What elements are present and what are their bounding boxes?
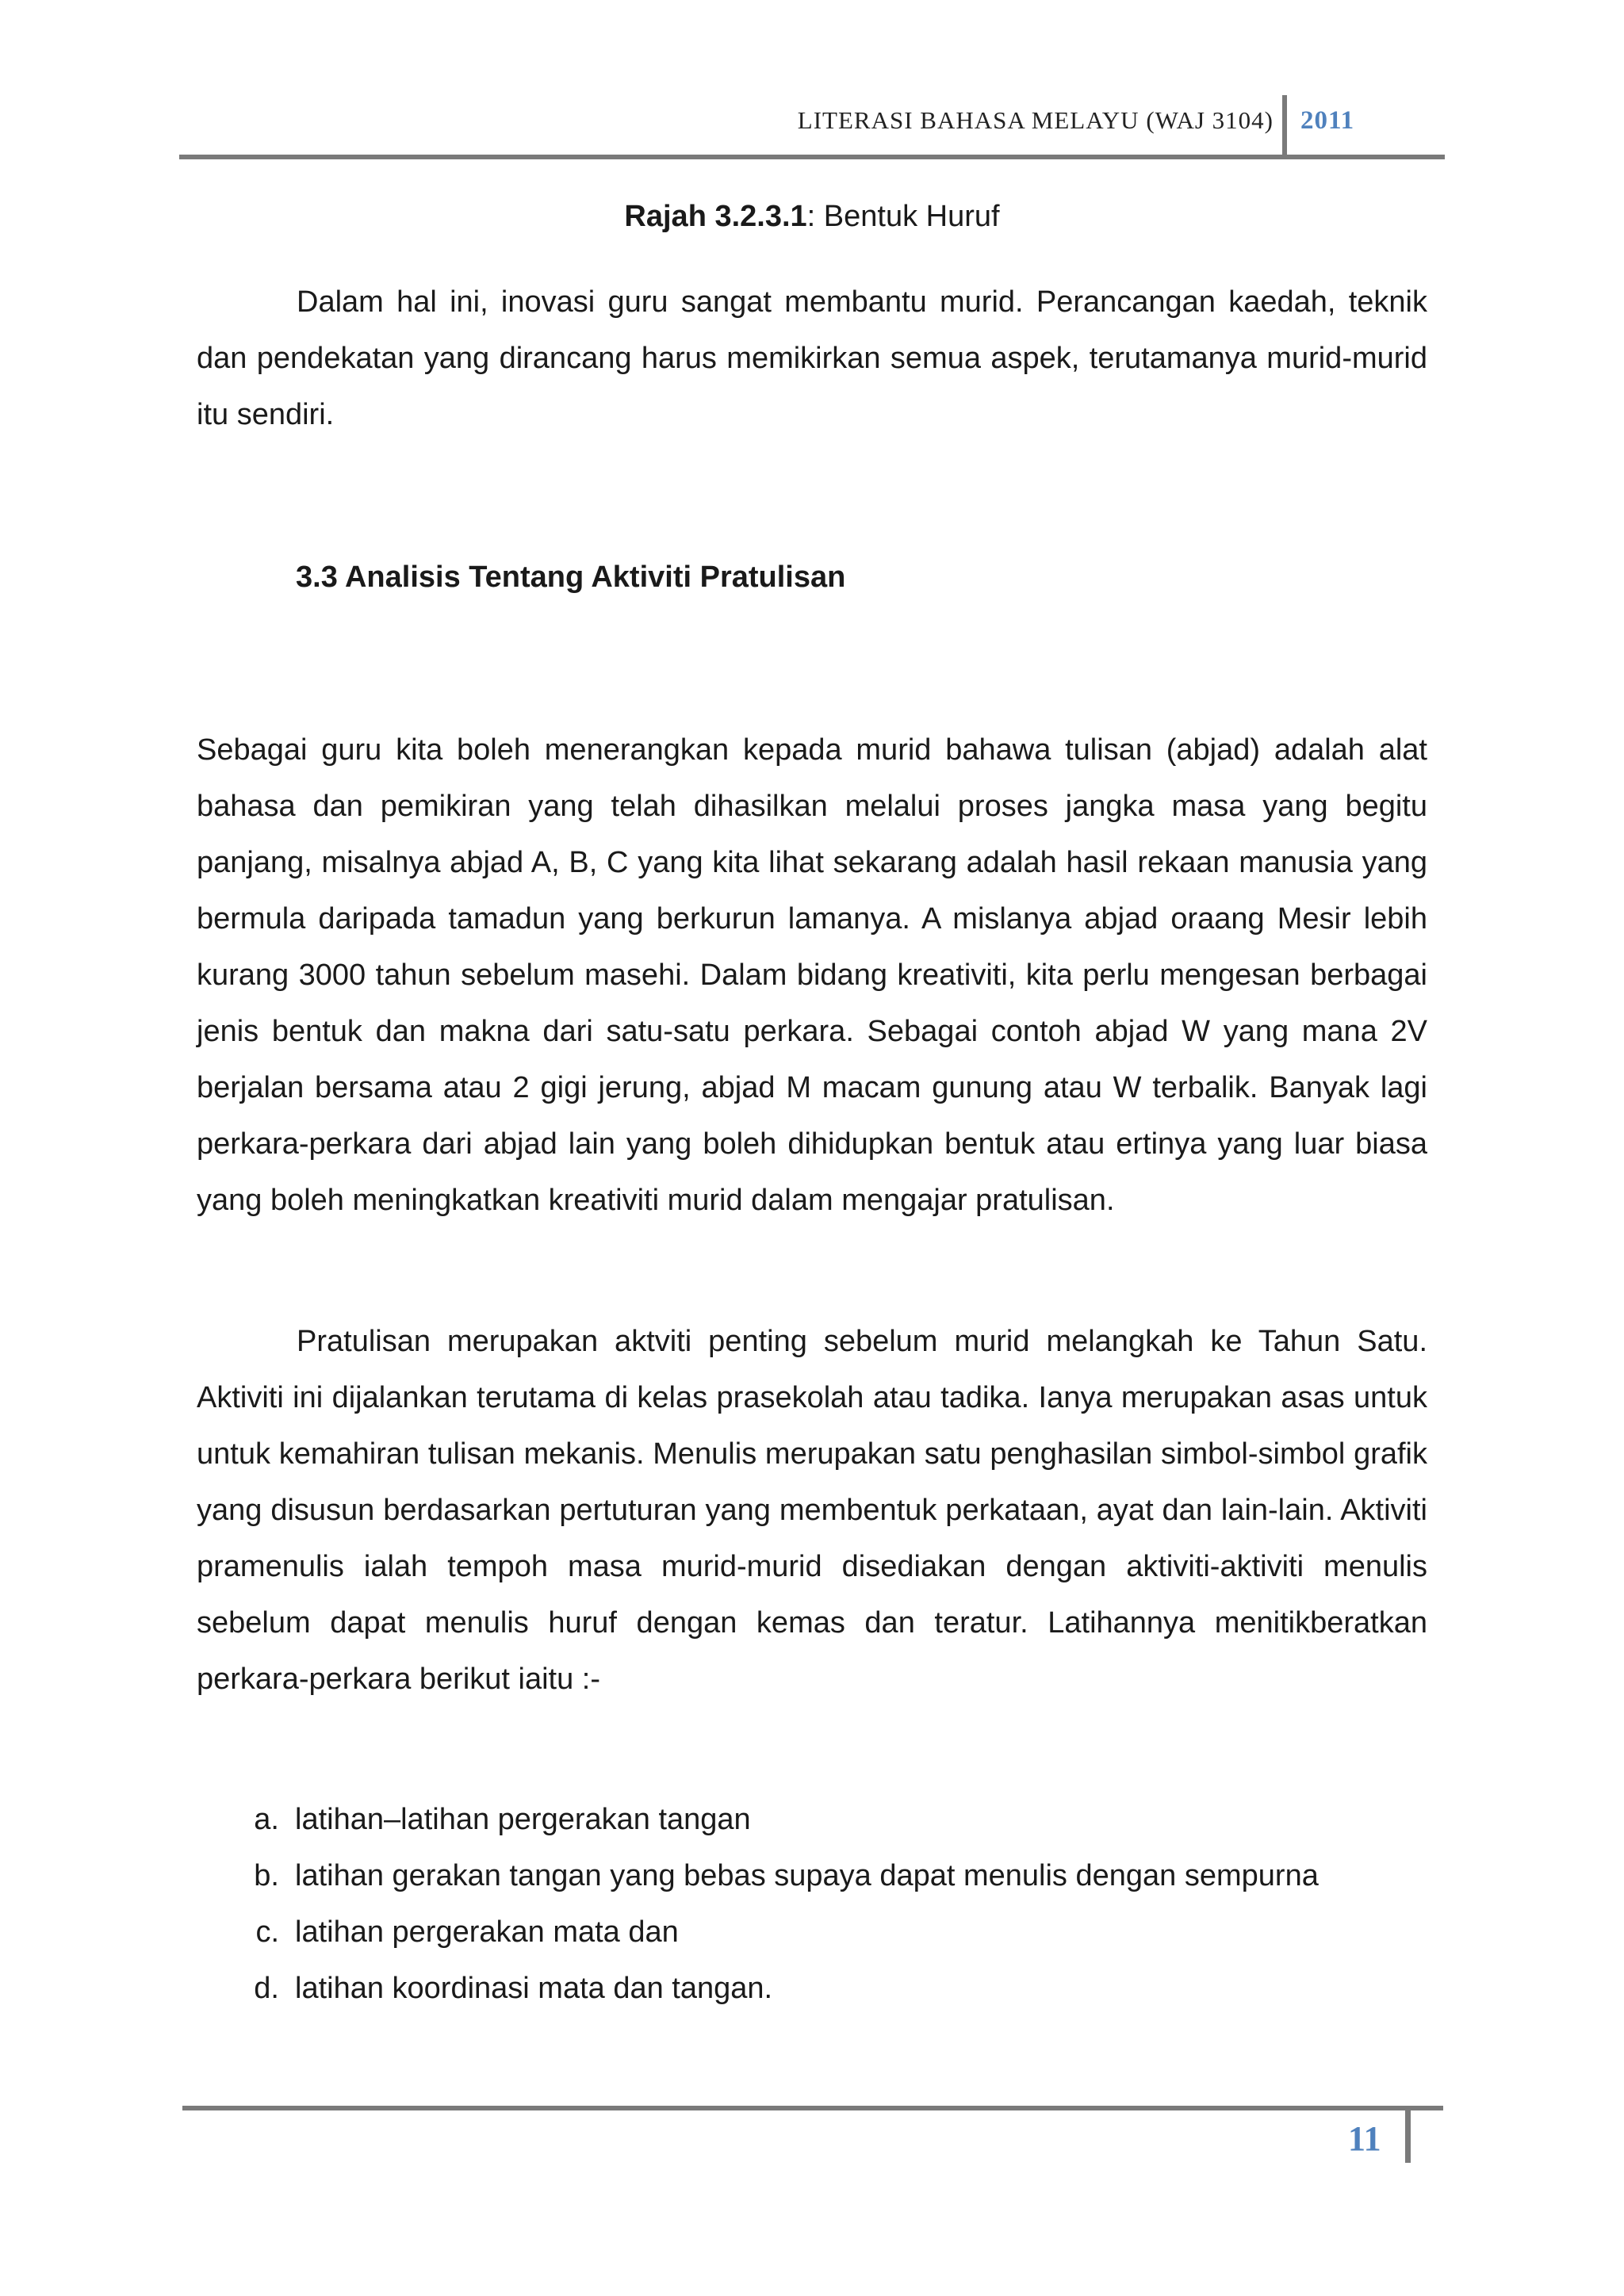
list-item-text: latihan gerakan tangan yang bebas supaya dapat menulis dengan sempurna <box>295 1859 1319 1892</box>
list-item-text: latihan pergerakan mata dan <box>295 1915 679 1949</box>
list-marker: b. <box>254 1859 279 1892</box>
header-year: 2011 <box>1300 106 1355 135</box>
header-title: LITERASI BAHASA MELAYU (WAJ 3104) <box>797 106 1274 134</box>
page-number: 11 <box>1348 2119 1381 2158</box>
list-marker: a. <box>254 1803 279 1836</box>
paragraph-2: Sebagai guru kita boleh menerangkan kepada murid bahawa tulisan (abjad) adalah alat bahasa dan pemikiran yang telah dihasilkan melalui proses jangka masa yang begitu panjang, misalnya abjad A, B, C yang kita lihat sekarang adalah hasil rekaan manusia yang bermula daripada tamadun yang berkurun lamanya. A mislanya abjad oraang Mesir lebih kurang 3000 tahun sebelum masehi. Dalam bidang kreativiti, kita perlu mengesan berbagai jenis bentuk dan makna dari satu-satu perkara. Sebagai contoh abjad W yang mana 2V berjalan bersama atau 2 gigi jerung, abjad M macam gunung atau W terbalik. Banyak lagi perkara-perkara dari abjad lain yang boleh dihidupkan bentuk atau ertinya yang luar biasa yang boleh meningkatkan kreativiti murid dalam mengajar pratulisan. <box>197 733 1427 1217</box>
header-rule <box>179 155 1445 159</box>
section-heading: 3.3 Analisis Tentang Aktiviti Pratulisan <box>296 561 846 594</box>
list-item <box>197 1792 1319 1848</box>
exercise-list <box>197 1792 1319 2017</box>
footer-rule <box>182 2106 1443 2110</box>
footer-divider <box>1405 2107 1411 2163</box>
list-marker: d. <box>254 1972 279 2005</box>
list-item <box>197 1961 1319 2017</box>
figure-caption-label: Rajah 3.2.3.1 <box>624 200 807 233</box>
list-item <box>197 1904 1319 1961</box>
list-item-text: latihan–latihan pergerakan tangan <box>295 1803 751 1836</box>
paragraph-1: Dalam hal ini, inovasi guru sangat membantu murid. Perancangan kaedah, teknik dan pendekatan yang dirancang harus memikirkan semua aspek, terutamanya murid-murid itu sendiri. <box>197 285 1427 431</box>
list-item <box>197 1848 1319 1904</box>
paragraph-3: Pratulisan merupakan aktviti penting sebelum murid melangkah ke Tahun Satu. Aktiviti ini dijalankan terutama di kelas prasekolah atau tadika. Ianya merupakan asas untuk untuk kemahiran tulisan mekanis. Menulis merupakan satu penghasilan simbol-simbol grafik yang disusun berdasarkan pertuturan yang membentuk perkataan, ayat dan lain-lain. Aktiviti pramenulis ialah tempoh masa murid-murid disediakan dengan aktiviti-aktiviti menulis sebelum dapat menulis huruf dengan kemas dan teratur. Latihannya menitikberatkan perkara-perkara berikut iaitu :- <box>197 1325 1427 1696</box>
list-marker: c. <box>255 1915 279 1949</box>
list-item-text: latihan koordinasi mata dan tangan. <box>295 1972 773 2005</box>
header-divider <box>1282 95 1287 159</box>
figure-caption-text: : Bentuk Huruf <box>806 200 1000 233</box>
figure-caption <box>0 200 1624 234</box>
